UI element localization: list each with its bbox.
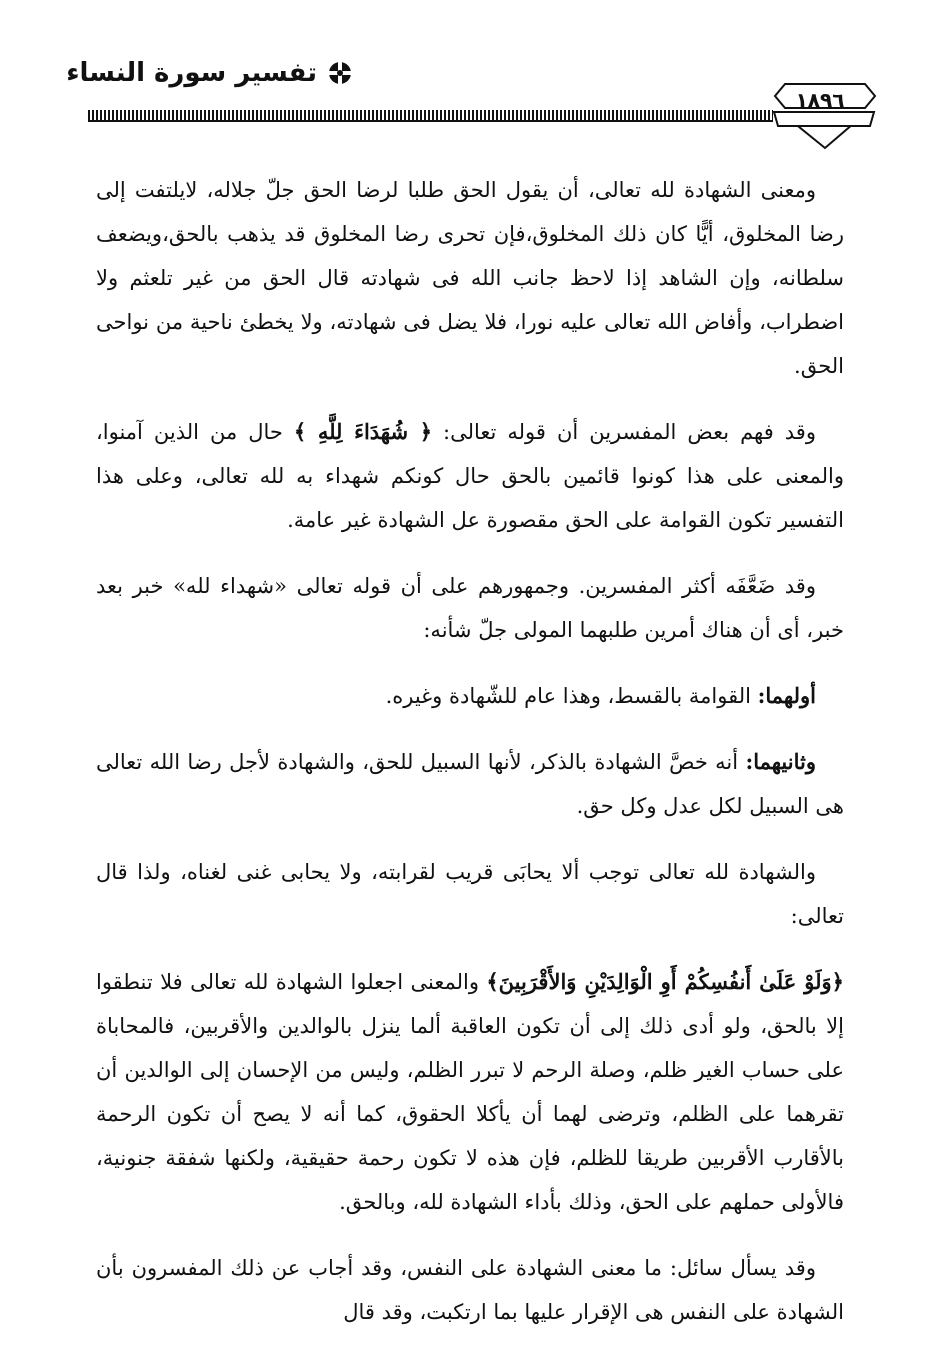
paragraph-text: أنه خصَّ الشهادة بالذكر، لأنها السبيل للحق، والشهادة لأجل رضا الله تعالى هى السبيل لكل عدل وكل حق. [96,750,844,818]
book-title: تفسير سورة النساء [66,58,317,88]
paragraph-text: حال من الذين آمنوا، والمعنى على هذا كونوا قائمين بالحق حال كونكم شهداء به لله تعالى، وعلى هذا التفسير تكون القوامة على الحق مقصورة عل الشهادة غير عامة. [96,420,844,532]
running-title [66,58,353,88]
paragraph-text: وقد يسأل سائل: ما معنى الشهادة على النفس، وقد أجاب عن ذلك المفسرون بأن الشهادة على النفس هى الإقرار عليها بما ارتكبت، وقد قال [96,1256,844,1324]
paragraph [96,564,844,652]
paragraph-lead: أولهما: [757,683,816,708]
paragraph [96,850,844,938]
paragraph [96,410,844,542]
page-number-badge [770,74,880,154]
paragraph [96,1246,844,1334]
header-rule [88,110,773,122]
paragraph-text: والمعنى اجعلوا الشهادة لله تعالى فلا تنطقوا إلا بالحق، ولو أدى ذلك إلى أن تكون العاقبة ألما ينزل بالوالدين والأقربين، فالمحاباة على حساب الغير ظلم، وصلة الرحم لا تبرر الظلم، وليس من الإحسان إلى الوالدين أن تقرهما على الظلم، وترضى لهما أن يأكلا الحقوق، كما أنه لا يصح أن تكون الرحمة بالأقارب الأقربين طريقا للظلم، فإن هذه لا تكون رحمة حقيقية، ولكنها شفقة جنونية، فالأولى حملهم على الحق، وذلك بأداء الشهادة لله، وبالحق. [96,970,844,1214]
paragraph-lead: وثانيهما: [745,749,816,774]
page-number: ١٨٩٦ [795,88,845,112]
paragraph-text: والشهادة لله تعالى توجب ألا يحابَى قريب لقرابته، ولا يحابى غنى لغناه، ولذا قال تعالى: [96,860,844,928]
paragraph-text: وقد فهم بعض المفسرين أن قوله تعالى: [432,420,816,444]
page-header [0,0,928,160]
paragraph [96,168,844,388]
paragraph [96,740,844,828]
paragraph [96,960,844,1224]
paragraph [96,674,844,718]
page-body [96,168,844,1356]
quran-quote: ﴿وَلَوْ عَلَىٰ أَنفُسِكُمْ أَوِ الْوَالِدَيْنِ وَالأَقْرَبِينَ﴾ [486,969,844,994]
paragraph-text: وقد ضَعَّفَه أكثر المفسرين. وجمهورهم على أن قوله تعالى «شهداء لله» خبر بعد خبر، أى أن هناك أمرين طلبهما المولى جلّ شأنه: [96,574,844,642]
paragraph-text: القوامة بالقسط، وهذا عام للشّهادة وغيره. [385,684,758,708]
paragraph-text: ومعنى الشهادة لله تعالى، أن يقول الحق طلبا لرضا الحق جلّ جلاله، لايلتفت إلى رضا المخلوق، أيًّا كان ذلك المخلوق،فإن تحرى رضا المخلوق قد يذهب بالحق،ويضعف سلطانه، وإن الشاهد إذا لاحظ جانب الله فى شهادته قال الحق من غير تلعثم ولا اضطراب، وأفاض الله تعالى عليه نورا، فلا يضل فى شهادته، ولا يخطئ ناحية من نواحى الحق. [96,178,844,378]
quran-quote: ﴿ شُهَدَاءَ لِلَّهِ ﴾ [293,419,433,444]
flower-ornament-icon [327,60,353,86]
